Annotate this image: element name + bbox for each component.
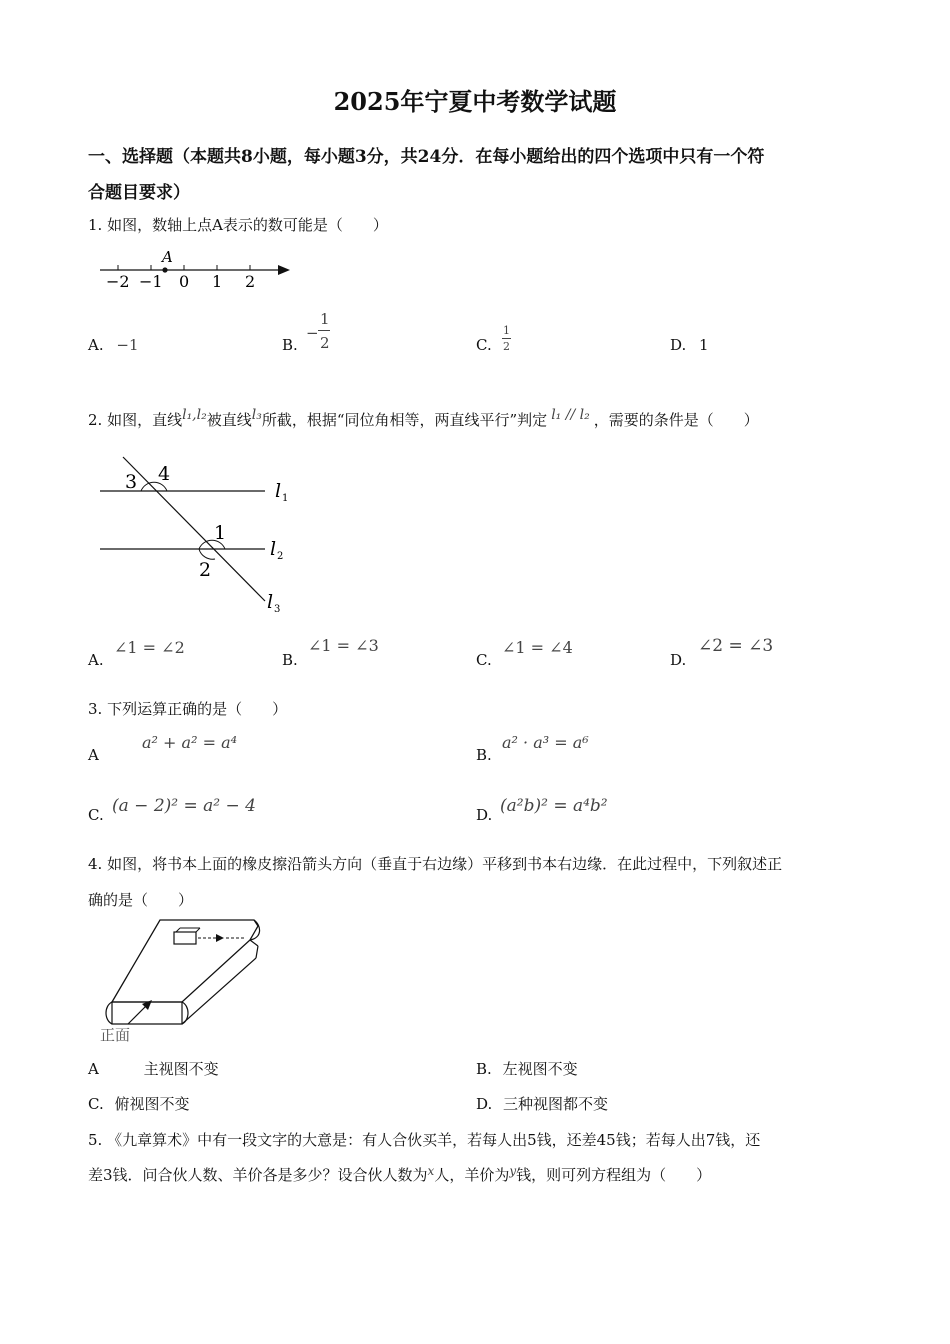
angle-label: 4 [158, 463, 171, 485]
question-4-line2: 确的是（ ） [88, 891, 194, 909]
option-label: D. [670, 336, 687, 354]
arrow-head-icon [216, 934, 224, 942]
angle-label: 3 [125, 471, 138, 493]
q1-option-c[interactable] [476, 336, 492, 354]
line-label-subscript: 1 [282, 493, 289, 504]
q2-option-a[interactable]: A. [88, 651, 104, 669]
question-4-line1: 4. 如图，将书本上面的橡皮擦沿箭头方向（垂直于右边缘）平移到书本右边缘．在此过程中，下列叙述正 [88, 855, 783, 873]
q2-option-b[interactable]: B. [282, 651, 298, 669]
q3-option-c-value: (a − 2)² = a² − 4 [112, 796, 256, 816]
parallel-lines-figure [95, 455, 305, 615]
tick-label: 2 [245, 272, 256, 291]
point-a-label: A [162, 248, 173, 266]
q3-option-c[interactable]: C. [88, 806, 104, 824]
q3-option-b[interactable]: B. [476, 746, 492, 764]
line-label: l [267, 591, 274, 613]
q1-option-a[interactable] [88, 336, 139, 354]
q3-option-a[interactable]: A [88, 746, 99, 764]
q3-option-d-value: (a²b)² = a⁴b² [500, 796, 608, 816]
q2-option-b-value: ∠1 = ∠3 [308, 636, 379, 655]
book-eraser-figure [98, 912, 273, 1047]
option-label: A. [88, 336, 104, 354]
fraction-numerator: 1 [320, 310, 330, 328]
question-2-text: 2. 如图，直线l₁,l₂被直线l₃所截，根据“同位角相等，两直线平行”判定 l₁ // l₂ ，需要的条件是（ ） [88, 407, 759, 429]
variable-y: y [509, 1164, 517, 1178]
tick-label: −1 [139, 272, 163, 291]
variable-x: x [427, 1164, 435, 1178]
q4-option-d[interactable]: D. 三种视图都不变 [476, 1095, 609, 1113]
number-line-figure [96, 248, 296, 292]
question-5-line2: 差3钱．问合伙人数、羊价各是多少？设合伙人数为$^x$人，羊价为$^y$钱，则可列方程组为（ ） [88, 1164, 712, 1184]
option-value: −1 [116, 336, 139, 354]
option-value: 1 [699, 336, 709, 354]
q4-option-a[interactable]: A 主视图不变 [88, 1060, 219, 1078]
q1-option-d[interactable] [670, 336, 709, 354]
line-label: l [270, 538, 277, 560]
angle-label: 2 [199, 559, 212, 581]
tick-label: −2 [106, 272, 130, 291]
q2-option-c[interactable]: C. [476, 651, 492, 669]
q3-option-b-value: a² · a³ = a⁶ [502, 733, 589, 752]
point-a-marker [162, 267, 167, 272]
q2-option-c-value: ∠1 = ∠4 [502, 638, 573, 657]
option-label: B. [282, 336, 298, 354]
line-label-subscript: 3 [274, 604, 281, 615]
page-title: 2025年宁夏中考数学试题 [333, 87, 617, 116]
section-header-line2: 合题目要求） [88, 183, 190, 203]
q3-option-a-value: a² + a² = a⁴ [142, 733, 238, 752]
q4-option-b[interactable]: B. 左视图不变 [476, 1060, 578, 1078]
eraser-shape [174, 932, 196, 944]
q4-option-c[interactable]: C. 俯视图不变 [88, 1095, 190, 1113]
tick-label: 1 [212, 272, 223, 291]
option-label: C. [476, 336, 492, 354]
fraction-numerator: 1 [503, 324, 510, 337]
question-5-line1: 5. 《九章算术》中有一段文字的大意是：有人合伙买羊，若每人出5钱，还差45钱；若每人出7钱，还 [88, 1131, 761, 1149]
question-3-text: 3. 下列运算正确的是（ ） [88, 700, 288, 718]
q3-option-d[interactable]: D. [476, 806, 493, 824]
q2-option-a-value: ∠1 = ∠2 [114, 638, 185, 657]
q2-option-d-value: ∠2 = ∠3 [698, 636, 774, 656]
q2-option-d[interactable]: D. [670, 651, 687, 669]
fraction-denominator: 2 [320, 334, 330, 352]
line-label-subscript: 2 [277, 551, 284, 562]
front-label: 正面 [100, 1026, 131, 1044]
line-label: l [275, 480, 282, 502]
section-header-line1: 一、选择题（本题共8小题，每小题3分，共24分．在每小题给出的四个选项中只有一个符 [88, 147, 765, 167]
q1-option-b[interactable] [282, 336, 298, 354]
fraction-denominator: 2 [503, 340, 510, 353]
angle-label: 1 [214, 522, 227, 544]
tick-label: 0 [179, 272, 190, 291]
question-1-text: 1. 如图，数轴上点A表示的数可能是（ ） [88, 216, 388, 234]
